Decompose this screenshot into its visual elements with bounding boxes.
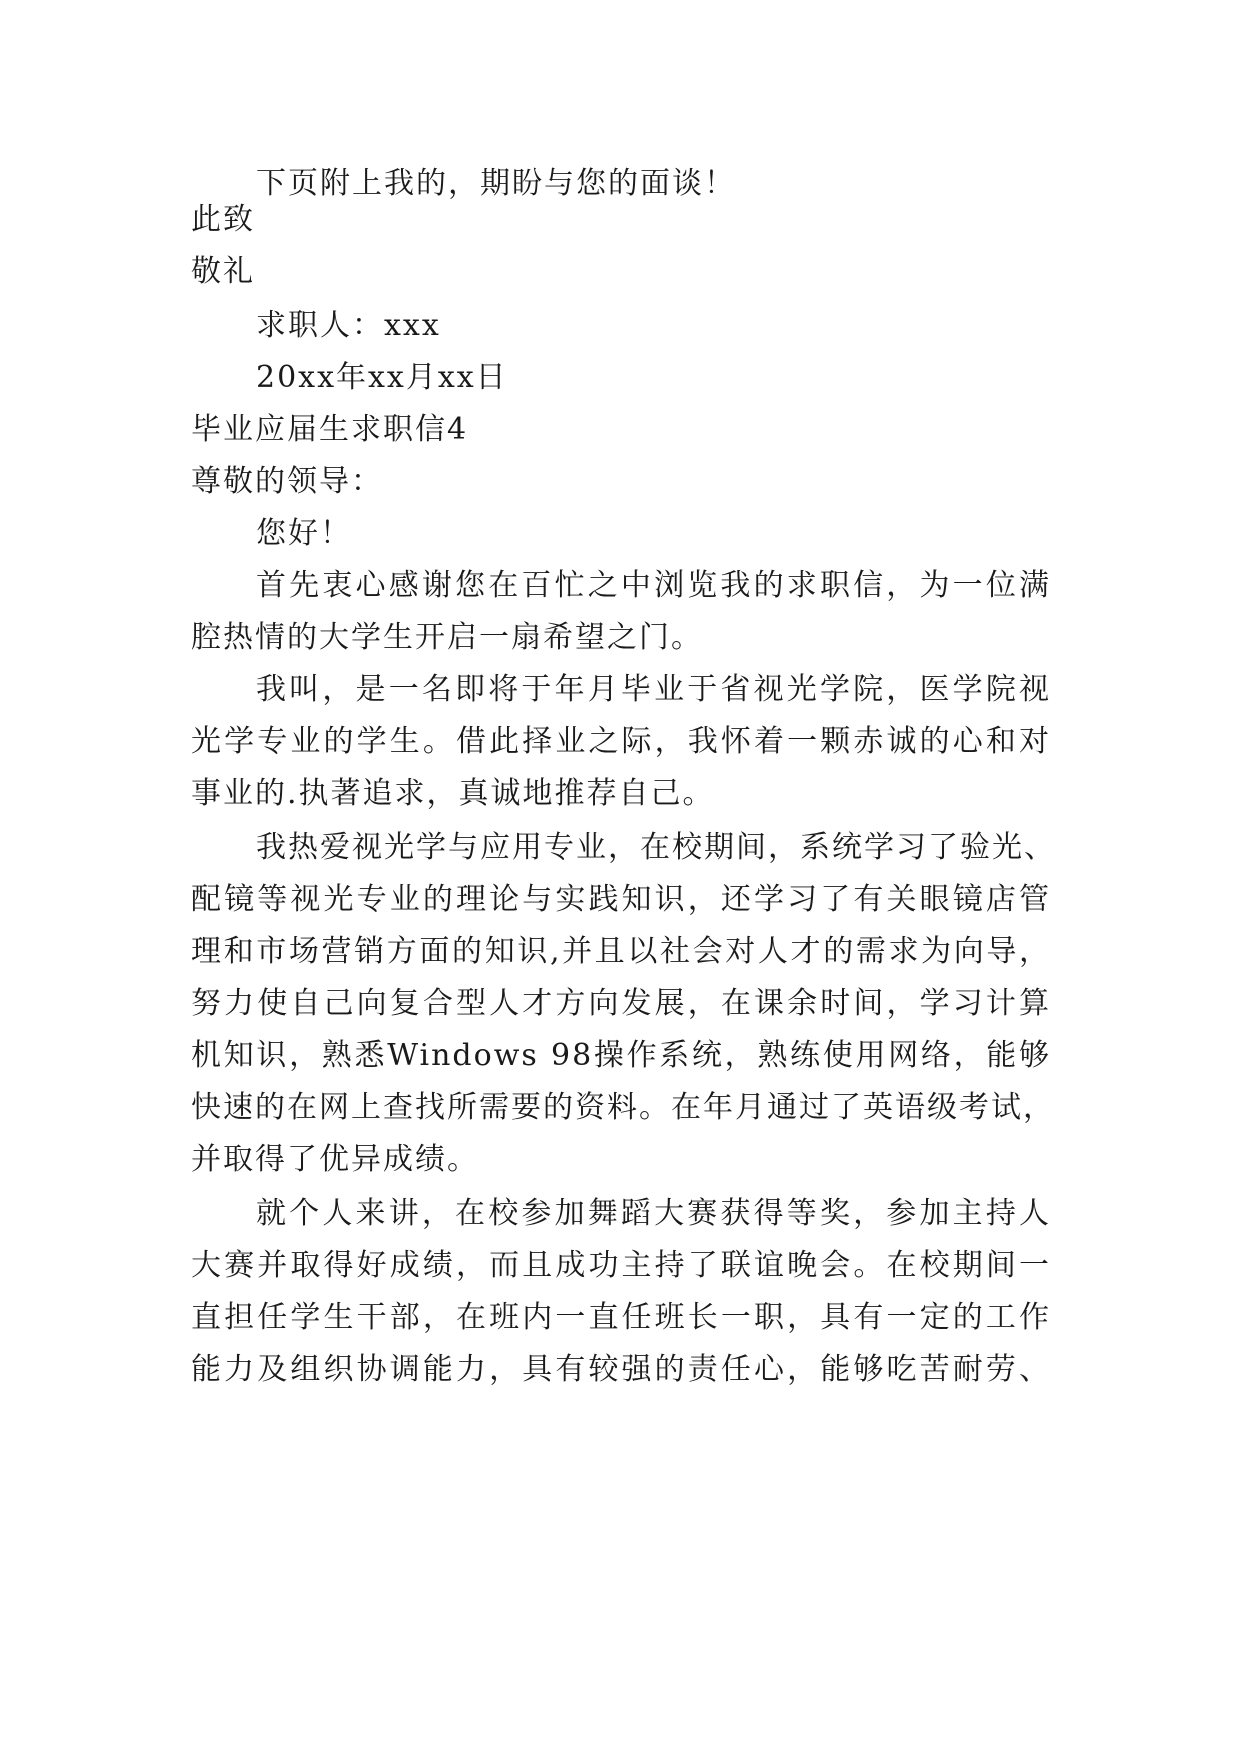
section-title: 毕业应届生求职信4 <box>191 412 469 447</box>
greeting-hello: 您好！ <box>256 516 352 551</box>
salutation-jingli: 敬礼 <box>191 254 255 289</box>
paragraph-line: 并取得了优异成绩。 <box>191 1142 479 1177</box>
paragraph-line: 直担任学生干部，在班内一直任班长一职，具有一定的工作 <box>191 1300 1051 1335</box>
paragraph-line: 我热爱视光学与应用专业，在校期间，系统学习了验光、 <box>256 830 1056 865</box>
paragraph-line: 我叫，是一名即将于年月毕业于省视光学院，医学院视 <box>256 672 1051 707</box>
applicant-name: 求职人：xxx <box>256 308 441 343</box>
paragraph-line: 事业的.执著追求，真诚地推荐自己。 <box>191 776 715 811</box>
paragraph-line: 腔热情的大学生开启一扇希望之门。 <box>191 620 703 655</box>
paragraph-line: 努力使自己向复合型人才方向发展，在课余时间，学习计算 <box>191 986 1051 1021</box>
letter-date: 20xx年xx月xx日 <box>256 360 508 395</box>
paragraph-line: 机知识，熟悉Windows 98操作系统，熟练使用网络，能够 <box>191 1038 1051 1073</box>
paragraph-line: 快速的在网上查找所需要的资料。在年月通过了英语级考试， <box>191 1090 1055 1125</box>
paragraph-line: 大赛并取得好成绩，而且成功主持了联谊晚会。在校期间一 <box>191 1248 1051 1283</box>
salutation-cizhi: 此致 <box>191 202 255 237</box>
paragraph-line: 配镜等视光专业的理论与实践知识，还学习了有关眼镜店管 <box>191 882 1051 917</box>
paragraph-line: 理和市场营销方面的知识,并且以社会对人才的需求为向导， <box>191 934 1051 969</box>
greeting-recipient: 尊敬的领导： <box>191 464 383 499</box>
closing-line: 下页附上我的，期盼与您的面谈！ <box>256 166 736 201</box>
paragraph-line: 首先衷心感谢您在百忙之中浏览我的求职信，为一位满 <box>256 568 1051 603</box>
paragraph-line: 就个人来讲，在校参加舞蹈大赛获得等奖，参加主持人 <box>256 1196 1051 1231</box>
paragraph-line: 光学专业的学生。借此择业之际，我怀着一颗赤诚的心和对 <box>191 724 1051 759</box>
paragraph-line: 能力及组织协调能力，具有较强的责任心，能够吃苦耐劳、 <box>191 1352 1051 1387</box>
